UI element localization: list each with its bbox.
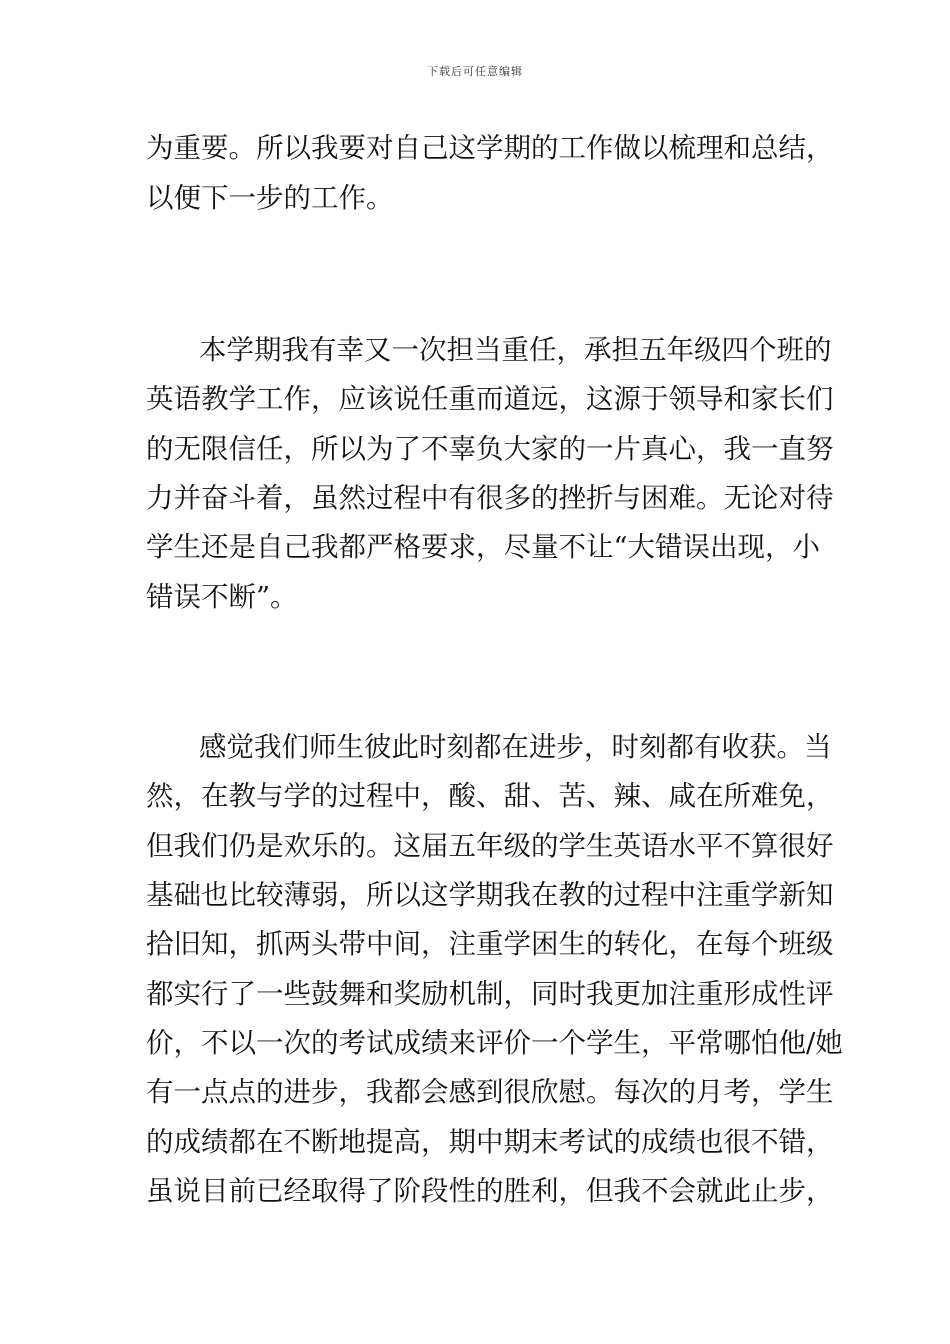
paragraph-2-line-1: 本学期我有幸又一次担当重任，承担五年级四个班的 xyxy=(199,334,832,366)
paragraph-3-line-8: 有一点点的进步，我都会感到很欣慰。每次的月考，学生 xyxy=(146,1076,834,1108)
paragraph-3-line-10: 虽说目前已经取得了阶段性的胜利，但我不会就此止步， xyxy=(146,1175,834,1207)
paragraph-2-line-5: 学生还是自己我都严格要求，尽量不让“大错误出现，小 xyxy=(146,531,821,563)
paragraph-3-line-7: 价，不以一次的考试成绩来评价一个学生，平常哪怕他/她 xyxy=(146,1027,843,1059)
paragraph-3-line-3: 但我们仍是欢乐的。这届五年级的学生英语水平不算很好 xyxy=(146,830,834,862)
paragraph-2-line-4: 力并奋斗着，虽然过程中有很多的挫折与困难。无论对待 xyxy=(146,482,834,514)
paragraph-3-line-4: 基础也比较薄弱，所以这学期我在教的过程中注重学新知 xyxy=(146,879,834,911)
paragraph-2-line-3: 的无限信任，所以为了不辜负大家的一片真心，我一直努 xyxy=(146,433,834,465)
paragraph-3-line-9: 的成绩都在不断地提高，期中期末考试的成绩也很不错， xyxy=(146,1126,834,1158)
paragraph-3-line-5: 拾旧知，抓两头带中间，注重学困生的转化，在每个班级 xyxy=(146,928,834,960)
paragraph-1-line-1: 为重要。所以我要对自己这学期的工作做以梳理和总结， xyxy=(146,132,834,164)
paragraph-1-line-2: 以便下一步的工作。 xyxy=(146,182,394,214)
paragraph-2-line-6: 错误不断”。 xyxy=(146,581,298,613)
paragraph-3-line-1: 感觉我们师生彼此时刻都在进步，时刻都有收获。当 xyxy=(199,731,832,763)
paragraph-3-line-6: 都实行了一些鼓舞和奖励机制，同时我更加注重形成性评 xyxy=(146,978,834,1010)
page-header: 下载后可任意编辑 xyxy=(427,65,523,78)
paragraph-3-line-2: 然，在教与学的过程中，酸、甜、苦、辣、咸在所难免， xyxy=(146,780,834,812)
paragraph-2-line-2: 英语教学工作，应该说任重而道远，这源于领导和家长们 xyxy=(146,383,834,415)
